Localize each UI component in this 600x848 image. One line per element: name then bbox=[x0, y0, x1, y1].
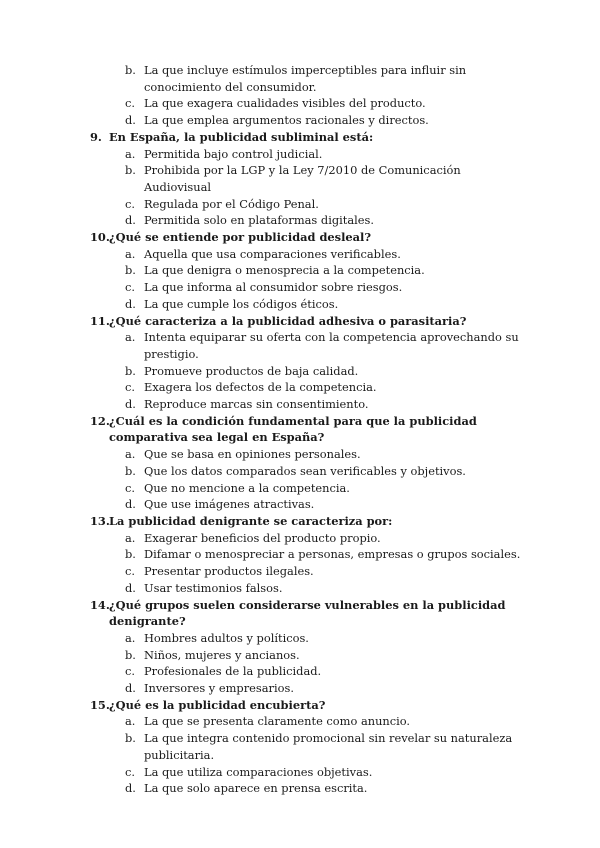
option-text: Promueve productos de baja calidad. bbox=[144, 363, 359, 378]
option-letter: d. bbox=[125, 497, 136, 512]
option-letter: a. bbox=[125, 530, 136, 545]
option-text: La que solo aparece en prensa escrita. bbox=[144, 781, 368, 796]
answer-option bbox=[0, 580, 600, 597]
question-heading bbox=[0, 413, 600, 446]
answer-option bbox=[0, 780, 600, 797]
question-number: 12. bbox=[90, 413, 110, 428]
option-text: Presentar productos ilegales. bbox=[144, 564, 314, 579]
option-letter: d. bbox=[125, 296, 136, 311]
option-letter: c. bbox=[125, 196, 136, 211]
question-number: 10. bbox=[90, 230, 110, 245]
answer-option bbox=[0, 663, 600, 680]
option-letter: b. bbox=[125, 163, 136, 178]
answer-option bbox=[0, 480, 600, 497]
question-number: 15. bbox=[90, 697, 110, 712]
answer-option bbox=[0, 546, 600, 563]
option-letter: d. bbox=[125, 213, 136, 228]
answer-option bbox=[0, 496, 600, 513]
question-text: ¿Qué es la publicidad encubierta? bbox=[109, 697, 326, 712]
option-text: Exagerar beneficios del producto propio. bbox=[144, 530, 381, 545]
answer-option bbox=[0, 396, 600, 413]
answer-option bbox=[0, 212, 600, 229]
option-text: Que se basa en opiniones personales. bbox=[144, 447, 361, 462]
answer-option bbox=[0, 162, 600, 195]
option-text: Que los datos comparados sean verificables y objetivos. bbox=[144, 463, 466, 478]
option-text: La que utiliza comparaciones objetivas. bbox=[144, 764, 373, 779]
option-letter: c. bbox=[125, 764, 136, 779]
option-letter: d. bbox=[125, 580, 136, 595]
option-text: Difamar o menospreciar a personas, empresas o grupos sociales. bbox=[144, 547, 521, 562]
answer-option bbox=[0, 530, 600, 547]
answer-option bbox=[0, 680, 600, 697]
answer-option bbox=[0, 112, 600, 129]
option-text: Hombres adultos y políticos. bbox=[144, 630, 309, 645]
option-letter: a. bbox=[125, 714, 136, 729]
option-letter: d. bbox=[125, 397, 136, 412]
option-letter: a. bbox=[125, 447, 136, 462]
answer-option bbox=[0, 713, 600, 730]
option-letter: c. bbox=[125, 280, 136, 295]
answer-option bbox=[0, 446, 600, 463]
answer-option bbox=[0, 95, 600, 112]
question-heading bbox=[0, 313, 600, 330]
option-text: Reproduce marcas sin consentimiento. bbox=[144, 397, 369, 412]
document-page bbox=[0, 62, 600, 797]
question-text: ¿Cuál es la condición fundamental para que la publicidad comparativa sea legal en España? bbox=[109, 413, 477, 445]
option-letter: c. bbox=[125, 480, 136, 495]
option-letter: a. bbox=[125, 246, 136, 261]
option-text: La que exagera cualidades visibles del producto. bbox=[144, 96, 426, 111]
question-heading bbox=[0, 513, 600, 530]
option-text: Que no mencione a la competencia. bbox=[144, 480, 350, 495]
question-number: 13. bbox=[90, 513, 110, 528]
option-letter: c. bbox=[125, 96, 136, 111]
answer-option bbox=[0, 296, 600, 313]
option-text: Niños, mujeres y ancianos. bbox=[144, 647, 300, 662]
option-text: La que informa al consumidor sobre riesgos. bbox=[144, 280, 403, 295]
option-letter: b. bbox=[125, 363, 136, 378]
question-number: 9. bbox=[90, 129, 102, 144]
question-heading bbox=[0, 597, 600, 630]
option-text: Inversores y empresarios. bbox=[144, 681, 294, 696]
answer-option bbox=[0, 279, 600, 296]
option-text: La que se presenta claramente como anuncio. bbox=[144, 714, 411, 729]
option-text: Profesionales de la publicidad. bbox=[144, 664, 322, 679]
question-heading bbox=[0, 229, 600, 246]
option-letter: b. bbox=[125, 463, 136, 478]
option-letter: c. bbox=[125, 664, 136, 679]
answer-option bbox=[0, 146, 600, 163]
question-number: 14. bbox=[90, 597, 110, 612]
answer-option bbox=[0, 62, 600, 95]
option-letter: d. bbox=[125, 681, 136, 696]
option-letter: b. bbox=[125, 263, 136, 278]
option-text: La que denigra o menosprecia a la competencia. bbox=[144, 263, 425, 278]
question-text: ¿Qué caracteriza a la publicidad adhesiva o parasitaria? bbox=[109, 313, 467, 328]
option-text: Prohibida por la LGP y la Ley 7/2010 de Comunicación Audiovisual bbox=[144, 163, 461, 194]
option-letter: b. bbox=[125, 731, 136, 746]
option-text: La que incluye estímulos imperceptibles para influir sin conocimiento del consumidor. bbox=[144, 63, 467, 94]
option-text: Que use imágenes atractivas. bbox=[144, 497, 315, 512]
option-text: Aquella que usa comparaciones verificables. bbox=[144, 246, 401, 261]
answer-option bbox=[0, 379, 600, 396]
option-letter: d. bbox=[125, 781, 136, 796]
option-text: Permitida bajo control judicial. bbox=[144, 146, 323, 161]
option-letter: a. bbox=[125, 330, 136, 345]
option-letter: b. bbox=[125, 547, 136, 562]
question-heading bbox=[0, 697, 600, 714]
option-letter: c. bbox=[125, 380, 136, 395]
question-text: ¿Qué grupos suelen considerarse vulnerables en la publicidad denigrante? bbox=[109, 597, 506, 629]
option-text: La que emplea argumentos racionales y directos. bbox=[144, 113, 429, 128]
option-letter: a. bbox=[125, 146, 136, 161]
option-text: Exagera los defectos de la competencia. bbox=[144, 380, 377, 395]
answer-option bbox=[0, 563, 600, 580]
option-text: La que integra contenido promocional sin revelar su naturaleza publicitaria. bbox=[144, 731, 513, 762]
question-text: En España, la publicidad subliminal está: bbox=[109, 129, 374, 144]
question-number: 11. bbox=[90, 313, 110, 328]
answer-option bbox=[0, 764, 600, 781]
option-letter: c. bbox=[125, 564, 136, 579]
answer-option bbox=[0, 647, 600, 664]
option-letter: b. bbox=[125, 63, 136, 77]
answer-option bbox=[0, 329, 600, 362]
question-text: La publicidad denigrante se caracteriza por: bbox=[109, 513, 393, 528]
option-letter: d. bbox=[125, 113, 136, 128]
answer-option bbox=[0, 463, 600, 480]
question-text: ¿Qué se entiende por publicidad desleal? bbox=[109, 230, 372, 245]
option-letter: a. bbox=[125, 630, 136, 645]
answer-option bbox=[0, 630, 600, 647]
answer-option bbox=[0, 262, 600, 279]
question-heading bbox=[0, 129, 600, 146]
answer-option bbox=[0, 196, 600, 213]
option-letter: b. bbox=[125, 647, 136, 662]
answer-option bbox=[0, 246, 600, 263]
option-text: Usar testimonios falsos. bbox=[144, 580, 283, 595]
option-text: Regulada por el Código Penal. bbox=[144, 196, 319, 211]
option-text: Intenta equiparar su oferta con la competencia aprovechando su prestigio. bbox=[144, 330, 519, 361]
option-text: Permitida solo en plataformas digitales. bbox=[144, 213, 374, 228]
answer-option bbox=[0, 363, 600, 380]
answer-option bbox=[0, 730, 600, 763]
option-text: La que cumple los códigos éticos. bbox=[144, 296, 339, 311]
